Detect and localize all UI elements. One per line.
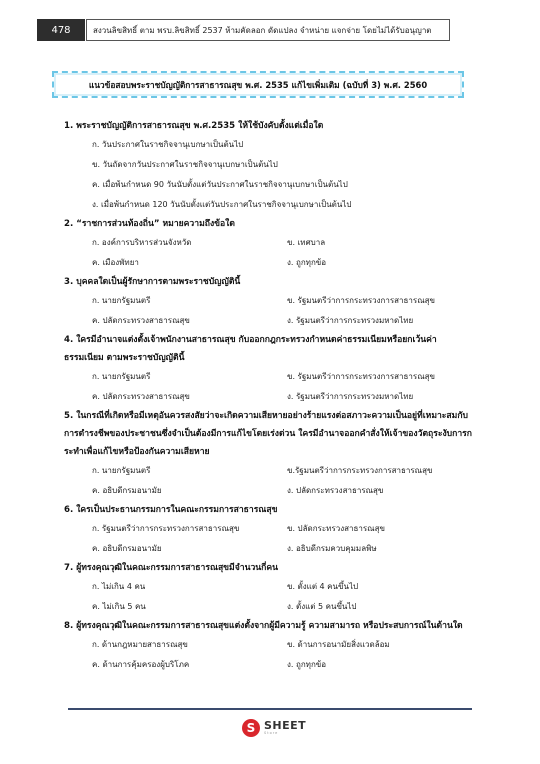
question-5 [64,407,476,501]
footer-divider [68,708,472,710]
question-stem: 2. “ราชการส่วนท้องถิ่น” หมายความถึงข้อใด [64,219,235,229]
option-b: ข. ตั้งแต่ 4 คนขึ้นไป [287,582,359,591]
option-b: ข. เทศบาล [287,238,326,247]
copyright-notice: สงวนลิขสิทธิ์ ตาม พรบ.ลิขสิทธิ์ 2537 ห้ามคัดลอก ดัดแปลง จำหน่าย แจกจ่าย โดยไม่ได้รับอนุญาต [86,19,450,41]
options [64,233,476,273]
options [64,519,476,559]
question-stem: 7. ผู้ทรงคุณวุฒิในคณะกรรมการสาธารณสุขมีจำนวนกี่คน [64,563,278,573]
option-d: ง. ตั้งแต่ 5 คนขึ้นไป [287,602,357,611]
exam-title: แนวข้อสอบพระราชบัญญัติการสาธารณสุข พ.ศ. 2535 แก้ไขเพิ่มเติม (ฉบับที่ 3) พ.ศ. 2560 [52,71,464,98]
question-3 [64,273,476,331]
option-a: ก. นายกรัฐมนตรี [92,466,151,475]
options [64,367,476,407]
question-stem: 6. ใครเป็นประธานกรรมการในคณะกรรมการสาธารณสุข [64,505,278,515]
option-b: ข.รัฐมนตรีว่าการกระทรวงการสาธารณสุข [287,466,433,475]
question-2 [64,215,476,273]
option-b: ข. รัฐมนตรีว่าการกระทรวงการสาธารณสุข [287,296,435,305]
option-b: ข. รัฐมนตรีว่าการกระทรวงการสาธารณสุข [287,372,435,381]
option-c: ค. ปลัดกระทรวงสาธารณสุข [92,392,190,401]
question-6 [64,501,476,559]
options [64,291,476,331]
option-d: ง. ปลัดกระทรวงสาธารณสุข [287,486,384,495]
options [64,635,476,675]
option-c: ค. อธิบดีกรมอนามัย [92,486,162,495]
page-number: 478 [37,19,85,41]
option-d: ง. รัฐมนตรีว่าการกระทรวงมหาดไทย [287,316,414,325]
option-d: ง. รัฐมนตรีว่าการกระทรวงมหาดไทย [287,392,414,401]
logo-s-icon: S [242,719,260,737]
options [64,577,476,617]
sheet-store-logo [242,717,312,739]
option-a: ก. ด้านกฎหมายสาธารณสุข [92,640,188,649]
question-stem: 1. พระราชบัญญัติการสาธารณสุข พ.ศ.2535 ให้ใช้บังคับตั้งแต่เมื่อใด [64,121,324,131]
option-b: ข. ปลัดกระทรวงสาธารณสุข [287,524,385,533]
options [64,461,476,501]
question-4 [64,331,476,407]
logo-text [264,720,306,736]
question-list [64,117,476,675]
option-c: ค. ด้านการคุ้มครองผู้บริโภค [92,660,190,669]
option-d: ง. เมื่อพ้นกำหนด 120 วันนับตั้งแต่วันประกาศในราชกิจจานุเบกษาเป็นต้นไป [92,200,352,209]
option-c: ค. อธิบดีกรมอนามัย [92,544,162,553]
option-c: ค. ปลัดกระทรวงสาธารณสุข [92,316,190,325]
option-a: ก. วันประกาศในราชกิจจานุเบกษาเป็นต้นไป [92,140,244,149]
question-8 [64,617,476,675]
question-stem: 3. บุคคลใดเป็นผู้รักษาการตามพระราชบัญญัตินี้ [64,277,241,287]
logo-main-text: SHEET [264,719,307,733]
option-a: ก. รัฐมนตรีว่าการกระทรวงการสาธารณสุข [92,524,240,533]
question-stem: 8. ผู้ทรงคุณวุฒิในคณะกรรมการสาธารณสุขแต่งตั้งจากผู้มีความรู้ ความสามารถ หรือประสบการณ์ในด้านใด [64,621,463,631]
option-b: ข. วันถัดจากวันประกาศในราชกิจจานุเบกษาเป็นต้นไป [92,160,278,169]
option-d: ง. ถูกทุกข้อ [287,660,327,669]
question-stem: 5. ในกรณีที่เกิดหรือมีเหตุอันควรสงสัยว่าจะเกิดความเสียหายอย่างร้ายแรงต่อสภาวะความเป็นอยู่ที่เหมาะสมกับการดำรงชีพของประชาชนซึ่งจำเป็นต้องมีการแก้ไขโดยเร่งด่วน ใครมีอำนาจออกคำสั่งให้เจ้าของวัตถุระงับการกระทำเพื่อแก้ไขหรือป้องกันความเสียหาย [64,411,472,457]
question-stem: 4. ใครมีอำนาจแต่งตั้งเจ้าพนักงานสาธารณสุข กับออกกฎกระทรวงกำหนดค่าธรรมเนียมหรือยกเว้นค่าธรรมเนียม ตามพระราชบัญญัตินี้ [64,335,437,363]
question-7 [64,559,476,617]
option-a: ก. องค์การบริหารส่วนจังหวัด [92,238,192,247]
option-c: ค. เมืองพัทยา [92,258,139,267]
option-d: ง. ถูกทุกข้อ [287,258,327,267]
option-d: ง. อธิบดีกรมควบคุมมลพิษ [287,544,377,553]
option-a: ก. นายกรัฐมนตรี [92,372,151,381]
option-a: ก. ไม่เกิน 4 คน [92,582,146,591]
option-b: ข. ด้านการอนามัยสิ่งแวดล้อม [287,640,390,649]
logo-sub-text: Store [264,731,279,736]
options [64,135,476,215]
option-a: ก. นายกรัฐมนตรี [92,296,151,305]
option-c: ค. เมื่อพ้นกำหนด 90 วันนับตั้งแต่วันประกาศในราชกิจจานุเบกษาเป็นต้นไป [92,180,348,189]
question-1 [64,117,476,215]
option-c: ค. ไม่เกิน 5 คน [92,602,146,611]
